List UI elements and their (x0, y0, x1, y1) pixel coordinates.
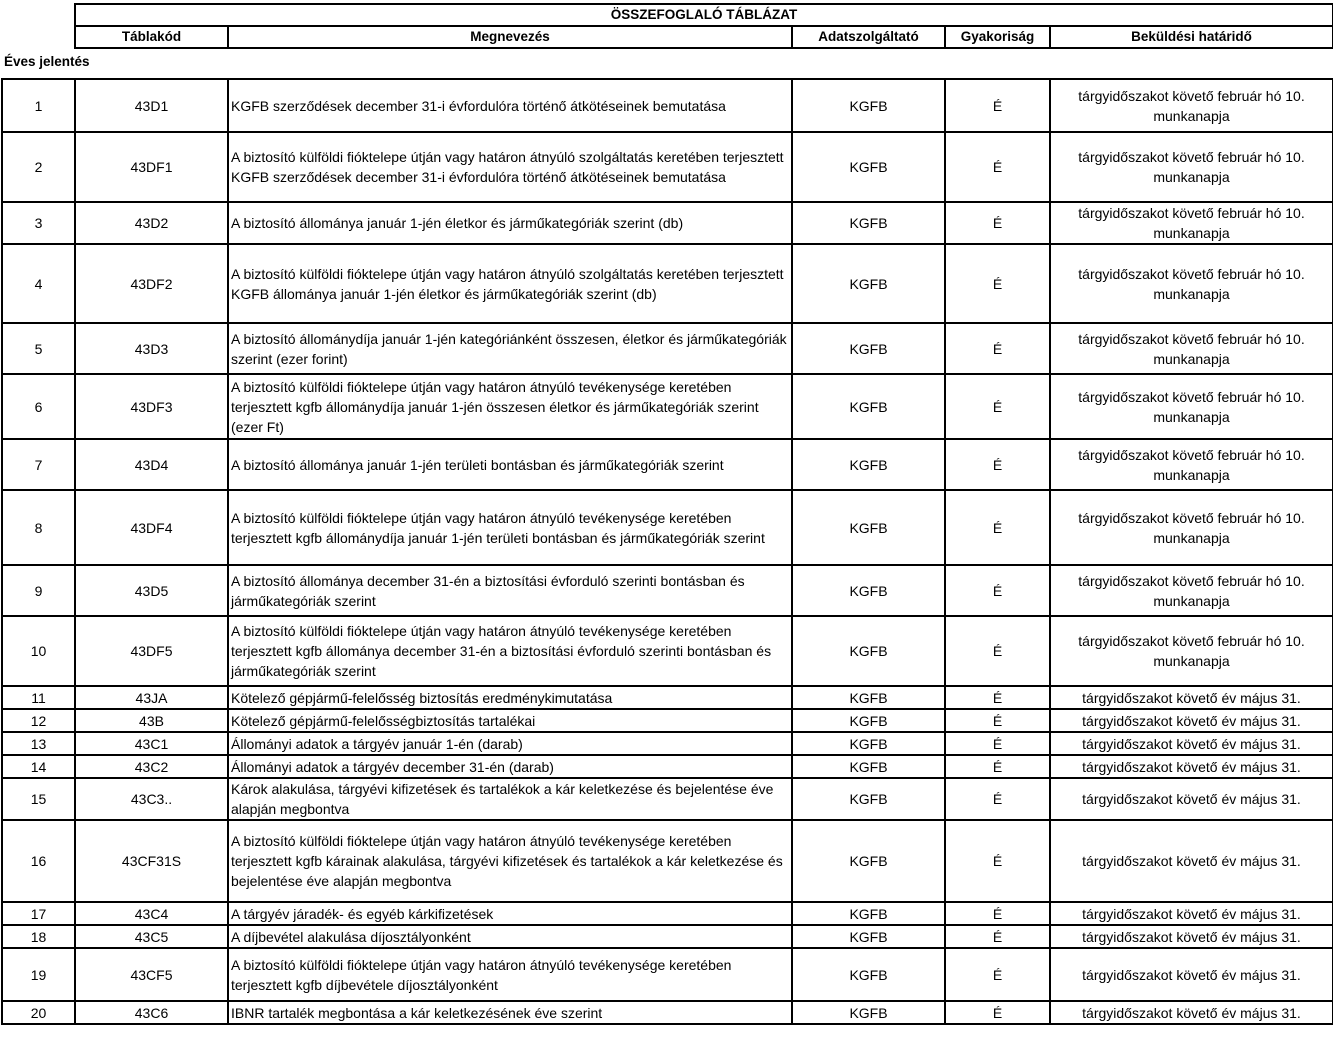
description-cell: A tárgyév járadék- és egyéb kárkifizetések (228, 902, 792, 925)
table-row (2, 755, 1333, 778)
description-cell: A biztosító külföldi fióktelepe útján vagy határon átnyúló szolgáltatás keretében terjesztett KGFB szerződések december 31-i évfordulóra történő átkötéseinek bemutatása (228, 132, 792, 202)
table-row (2, 902, 1333, 925)
table-row (2, 323, 1333, 374)
deadline-cell: tárgyidőszakot követő február hó 10. munkanapja (1050, 616, 1333, 686)
provider-cell: KGFB (792, 244, 945, 323)
row-number: 7 (2, 439, 75, 490)
table-row (2, 778, 1333, 820)
table-code-cell: 43DF2 (75, 244, 228, 323)
table-row (2, 132, 1333, 202)
row-number: 16 (2, 820, 75, 902)
deadline-cell: tárgyidőszakot követő év május 31. (1050, 1001, 1333, 1024)
table-row (2, 948, 1333, 1001)
row-number: 20 (2, 1001, 75, 1024)
frequency-cell: É (945, 323, 1050, 374)
table-row (2, 374, 1333, 439)
table-row (2, 1001, 1333, 1024)
col-header-table-code: Táblakód (75, 26, 228, 48)
table-row (2, 565, 1333, 616)
row-number: 3 (2, 202, 75, 244)
table-code-cell: 43DF5 (75, 616, 228, 686)
description-cell: KGFB szerződések december 31-i évfordulóra történő átkötéseinek bemutatása (228, 79, 792, 132)
description-cell: Kötelező gépjármű-felelősség biztosítás eredménykimutatása (228, 686, 792, 709)
table-row (2, 244, 1333, 323)
table-code-cell: 43DF1 (75, 132, 228, 202)
row-number: 9 (2, 565, 75, 616)
description-cell: Károk alakulása, tárgyévi kifizetések és tartalékok a kár keletkezése és bejelentése éve alapján megbontva (228, 778, 792, 820)
table-row (2, 820, 1333, 902)
deadline-cell: tárgyidőszakot követő február hó 10. munkanapja (1050, 490, 1333, 565)
frequency-cell: É (945, 565, 1050, 616)
row-number: 10 (2, 616, 75, 686)
table-code-cell: 43C3.. (75, 778, 228, 820)
frequency-cell: É (945, 132, 1050, 202)
table-code-cell: 43D3 (75, 323, 228, 374)
row-number: 2 (2, 132, 75, 202)
provider-cell: KGFB (792, 565, 945, 616)
provider-cell: KGFB (792, 79, 945, 132)
provider-cell: KGFB (792, 616, 945, 686)
report-table (1, 78, 1333, 1025)
description-cell: A biztosító állománya január 1-jén életkor és járműkategóriák szerint (db) (228, 202, 792, 244)
provider-cell: KGFB (792, 902, 945, 925)
summary-header-table (74, 3, 1333, 49)
provider-cell: KGFB (792, 374, 945, 439)
provider-cell: KGFB (792, 709, 945, 732)
table-code-cell: 43B (75, 709, 228, 732)
description-cell: A biztosító külföldi fióktelepe útján vagy határon átnyúló tevékenysége keretében terjesztett kgfb díjbevétele díjosztályonként (228, 948, 792, 1001)
table-row (2, 709, 1333, 732)
table-row (2, 490, 1333, 565)
deadline-cell: tárgyidőszakot követő év május 31. (1050, 948, 1333, 1001)
provider-cell: KGFB (792, 202, 945, 244)
row-number: 8 (2, 490, 75, 565)
frequency-cell: É (945, 902, 1050, 925)
table-row (2, 439, 1333, 490)
provider-cell: KGFB (792, 925, 945, 948)
frequency-cell: É (945, 948, 1050, 1001)
provider-cell: KGFB (792, 755, 945, 778)
deadline-cell: tárgyidőszakot követő február hó 10. munkanapja (1050, 565, 1333, 616)
provider-cell: KGFB (792, 490, 945, 565)
table-row (2, 616, 1333, 686)
row-number: 4 (2, 244, 75, 323)
table-code-cell: 43CF5 (75, 948, 228, 1001)
row-number: 5 (2, 323, 75, 374)
provider-cell: KGFB (792, 323, 945, 374)
description-cell: IBNR tartalék megbontása a kár keletkezésének éve szerint (228, 1001, 792, 1024)
description-cell: A biztosító külföldi fióktelepe útján vagy határon átnyúló szolgáltatás keretében terjesztett KGFB állománya január 1-jén életkor és járműkategóriák szerint (db) (228, 244, 792, 323)
row-number: 14 (2, 755, 75, 778)
frequency-cell: É (945, 616, 1050, 686)
table-row (2, 732, 1333, 755)
description-cell: A biztosító állománya január 1-jén területi bontásban és járműkategóriák szerint (228, 439, 792, 490)
deadline-cell: tárgyidőszakot követő február hó 10. munkanapja (1050, 244, 1333, 323)
description-cell: Kötelező gépjármű-felelősségbiztosítás tartalékai (228, 709, 792, 732)
col-header-deadline: Beküldési határidő (1050, 26, 1333, 48)
frequency-cell: É (945, 732, 1050, 755)
description-cell: A biztosító állománya december 31-én a biztosítási évforduló szerinti bontásban és járműkategóriák szerint (228, 565, 792, 616)
deadline-cell: tárgyidőszakot követő év május 31. (1050, 732, 1333, 755)
row-number: 19 (2, 948, 75, 1001)
table-code-cell: 43D2 (75, 202, 228, 244)
deadline-cell: tárgyidőszakot követő február hó 10. munkanapja (1050, 323, 1333, 374)
description-cell: A biztosító külföldi fióktelepe útján vagy határon átnyúló tevékenysége keretében terjesztett kgfb állománydíja január 1-jén területi bontásban és járműkategóriák szerint (228, 490, 792, 565)
description-cell: A díjbevétel alakulása díjosztályonként (228, 925, 792, 948)
table-code-cell: 43DF3 (75, 374, 228, 439)
description-cell: Állományi adatok a tárgyév január 1-én (darab) (228, 732, 792, 755)
provider-cell: KGFB (792, 686, 945, 709)
frequency-cell: É (945, 778, 1050, 820)
deadline-cell: tárgyidőszakot követő év május 31. (1050, 778, 1333, 820)
table-code-cell: 43C4 (75, 902, 228, 925)
description-cell: A biztosító külföldi fióktelepe útján vagy határon átnyúló tevékenysége keretében terjesztett kgfb kárainak alakulása, tárgyévi kifizetések és tartalékok a kár keletkezése és bejelentése éve alapján megbontva (228, 820, 792, 902)
provider-cell: KGFB (792, 132, 945, 202)
section-label-annual-report: Éves jelentés (4, 54, 90, 69)
table-code-cell: 43D4 (75, 439, 228, 490)
table-code-cell: 43CF31S (75, 820, 228, 902)
table-code-cell: 43DF4 (75, 490, 228, 565)
table-row (2, 202, 1333, 244)
description-cell: A biztosító külföldi fióktelepe útján vagy határon átnyúló tevékenysége keretében terjesztett kgfb állománya december 31-én a biztosítási évforduló szerinti bontásban és járműkategóriák szerint (228, 616, 792, 686)
row-number: 17 (2, 902, 75, 925)
report-table-body (2, 79, 1333, 1024)
table-code-cell: 43D5 (75, 565, 228, 616)
deadline-cell: tárgyidőszakot követő év május 31. (1050, 925, 1333, 948)
frequency-cell: É (945, 244, 1050, 323)
deadline-cell: tárgyidőszakot követő február hó 10. munkanapja (1050, 439, 1333, 490)
col-header-provider: Adatszolgáltató (792, 26, 945, 48)
row-number: 15 (2, 778, 75, 820)
table-row (2, 925, 1333, 948)
provider-cell: KGFB (792, 820, 945, 902)
table-code-cell: 43C6 (75, 1001, 228, 1024)
col-header-frequency: Gyakoriság (945, 26, 1050, 48)
frequency-cell: É (945, 374, 1050, 439)
deadline-cell: tárgyidőszakot követő év május 31. (1050, 686, 1333, 709)
table-row (2, 79, 1333, 132)
provider-cell: KGFB (792, 778, 945, 820)
frequency-cell: É (945, 439, 1050, 490)
col-header-name: Megnevezés (228, 26, 792, 48)
provider-cell: KGFB (792, 439, 945, 490)
deadline-cell: tárgyidőszakot követő év május 31. (1050, 820, 1333, 902)
table-row (2, 686, 1333, 709)
provider-cell: KGFB (792, 732, 945, 755)
deadline-cell: tárgyidőszakot követő év május 31. (1050, 755, 1333, 778)
frequency-cell: É (945, 755, 1050, 778)
deadline-cell: tárgyidőszakot követő február hó 10. munkanapja (1050, 79, 1333, 132)
summary-title: ÖSSZEFOGLALÓ TÁBLÁZAT (75, 4, 1333, 26)
frequency-cell: É (945, 820, 1050, 902)
frequency-cell: É (945, 709, 1050, 732)
deadline-cell: tárgyidőszakot követő február hó 10. munkanapja (1050, 374, 1333, 439)
deadline-cell: tárgyidőszakot követő év május 31. (1050, 709, 1333, 732)
table-code-cell: 43C2 (75, 755, 228, 778)
frequency-cell: É (945, 925, 1050, 948)
row-number: 13 (2, 732, 75, 755)
description-cell: A biztosító állománydíja január 1-jén kategóriánként összesen, életkor és járműkategóriák szerint (ezer forint) (228, 323, 792, 374)
deadline-cell: tárgyidőszakot követő február hó 10. munkanapja (1050, 202, 1333, 244)
description-cell: Állományi adatok a tárgyév december 31-én (darab) (228, 755, 792, 778)
table-code-cell: 43C1 (75, 732, 228, 755)
deadline-cell: tárgyidőszakot követő év május 31. (1050, 902, 1333, 925)
frequency-cell: É (945, 686, 1050, 709)
row-number: 11 (2, 686, 75, 709)
row-number: 1 (2, 79, 75, 132)
provider-cell: KGFB (792, 948, 945, 1001)
frequency-cell: É (945, 202, 1050, 244)
deadline-cell: tárgyidőszakot követő február hó 10. munkanapja (1050, 132, 1333, 202)
row-number: 18 (2, 925, 75, 948)
provider-cell: KGFB (792, 1001, 945, 1024)
row-number: 6 (2, 374, 75, 439)
frequency-cell: É (945, 490, 1050, 565)
row-number: 12 (2, 709, 75, 732)
description-cell: A biztosító külföldi fióktelepe útján vagy határon átnyúló tevékenysége keretében terjesztett kgfb állománydíja január 1-jén összesen életkor és járműkategóriák szerint (ezer Ft) (228, 374, 792, 439)
table-code-cell: 43D1 (75, 79, 228, 132)
frequency-cell: É (945, 1001, 1050, 1024)
table-code-cell: 43C5 (75, 925, 228, 948)
table-code-cell: 43JA (75, 686, 228, 709)
frequency-cell: É (945, 79, 1050, 132)
